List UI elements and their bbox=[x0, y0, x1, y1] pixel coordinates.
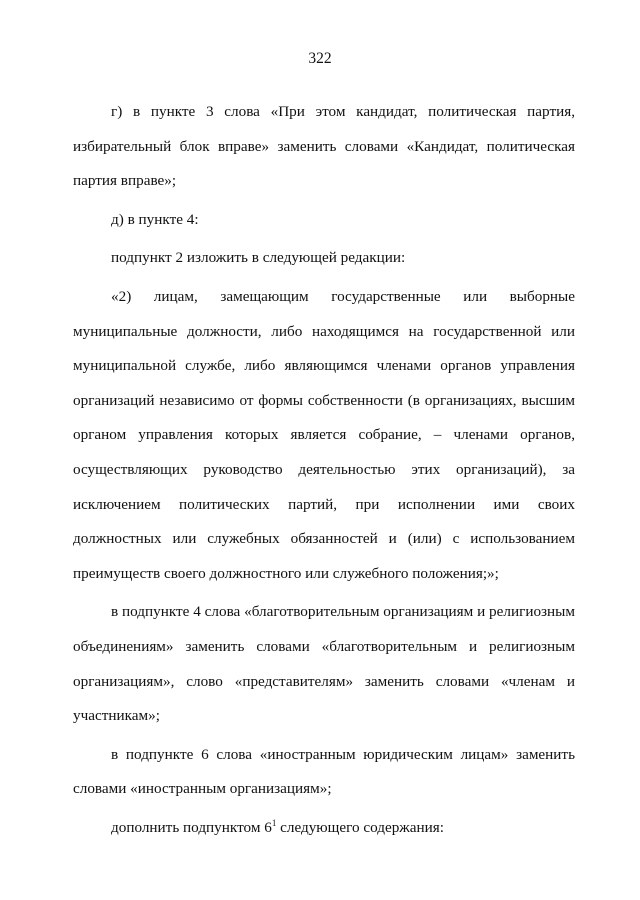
paragraph-subpoint-4: в подпункте 4 слова «благотворительным организациям и религиозным объединениям» заменить словами «благотворительным и религиозным организациям», слово «представителям» заменить словами «членам и участникам»; bbox=[73, 603, 575, 725]
paragraph-d: д) в пункте 4: bbox=[111, 210, 199, 228]
paragraph-subpoint-6: в подпункте 6 слова «иностранным юридическим лицам» заменить словами «иностранным организациям»; bbox=[73, 745, 575, 798]
paragraph-add-subpoint-6-1 bbox=[73, 811, 575, 846]
paragraph-subpoint-2-intro: подпункт 2 изложить в следующей редакции: bbox=[111, 249, 406, 267]
paragraph-add-text-after: следующего содержания: bbox=[276, 818, 444, 836]
paragraph-subpoint-2-text: «2) лицам, замещающим государственные или выборные муниципальные должности, либо находящимся на государственной или муниципальной службе, либо являющимся членами органов управления организаций независимо от формы собственности (в организациях, высшим органом управления которых является собрание, – членами органов, осуществляющих руководство деятельностью этих организаций), за исключением политических партий, при исполнении ими своих должностных или служебных обязанностей и (или) с использованием преимуществ своего должностного или служебного положения;»; bbox=[73, 287, 575, 582]
page-number: 322 bbox=[308, 50, 332, 67]
superscript-index: 1 bbox=[271, 817, 277, 828]
document-body bbox=[73, 95, 575, 845]
paragraph-add-text-before: дополнить подпунктом 6 bbox=[111, 818, 272, 836]
paragraph-g: г) в пункте 3 слова «При этом кандидат, политическая партия, избирательный блок вправе» заменить словами «Кандидат, политическая партия вправе»; bbox=[73, 103, 575, 190]
